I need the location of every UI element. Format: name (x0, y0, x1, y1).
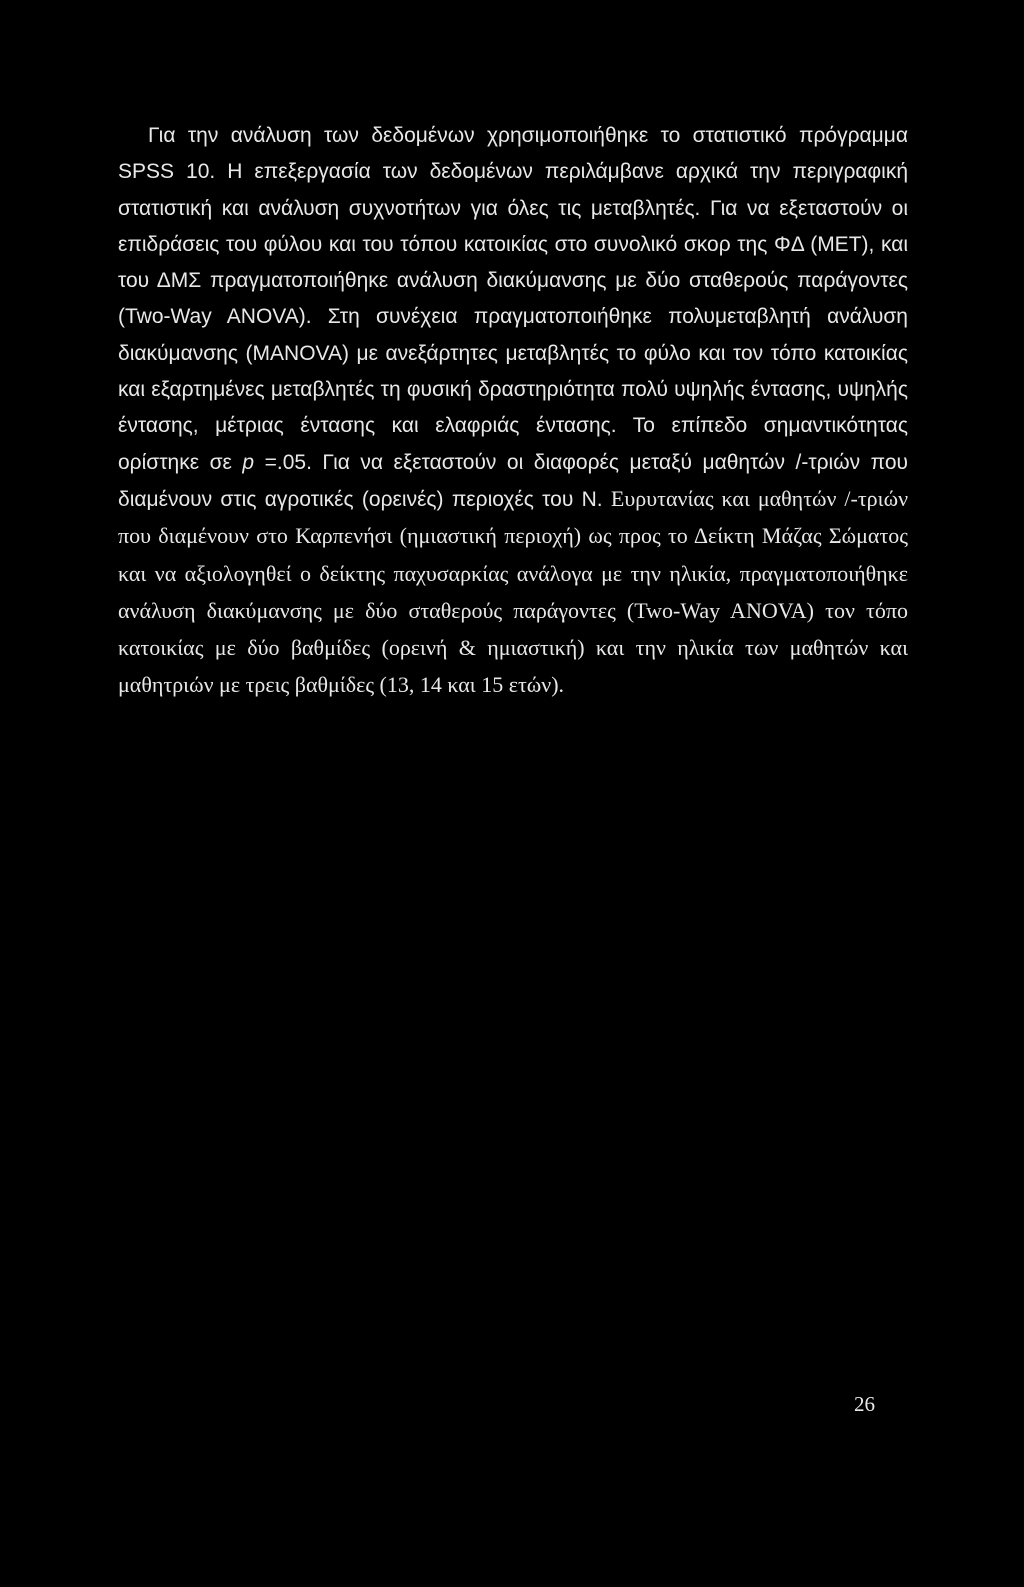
body-text-part-2: =.05. (254, 450, 323, 474)
body-text-part-1: Για την ανάλυση των δεδομένων χρησιμοποιήθηκε το στατιστικό πρόγραμμα SPSS 10. Η επεξεργασία των δεδομένων περιλάμβανε αρχικά την περιγραφική στατιστική και ανάλυση συχνοτήτων για όλες τις μεταβλητές. Για να εξεταστούν οι επιδράσεις του φύλου και του τόπου κατοικίας στο συνολικό σκορ της ΦΔ (ΜΕΤ), και του ΔΜΣ πραγματοποιήθηκε ανάλυση διακύμανσης με δύο σταθερούς παράγοντες (Two-Way ANOVA). Στη συνέχεια πραγματοποιήθηκε πολυμεταβλητή ανάλυση διακύμανσης (MANOVA) με ανεξάρτητες μεταβλητές το φύλο και τον τόπο κατοικίας και εξαρτημένες μεταβλητές τη φυσική δραστηριότητα πολύ υψηλής έντασης, υψηλής έντασης, μέτριας έντασης και ελαφριάς έντασης. Το επίπεδο σημαντικότητας ορίστηκε σε (118, 124, 908, 474)
body-paragraph (118, 118, 908, 705)
page-number: 26 (854, 1392, 875, 1416)
body-text-part-4: Ευρυτανίας και μαθητών /-τριών που διαμένουν στο Καρπενήσι (ημιαστική περιοχή) ως προς το Δείκτη Μάζας Σώματος και να αξιολογηθεί ο δείκτης παχυσαρκίας ανάλογα με την ηλικία, πραγματοποιήθηκε ανάλυση διακύμανσης με δύο σταθερούς παράγοντες (Two-Way ANOVA) τον τόπο κατοικίας με δύο βαθμίδες (ορεινή & ημιαστική) και την ηλικία των μαθητών και μαθητριών με τρεις βαθμίδες (13, 14 και 15 ετών). (118, 485, 909, 698)
body-text-part-3: Για να εξεταστούν οι διαφορές μεταξύ μαθητών /-τριών που διαμένουν στις αγροτικές (ορεινές) περιοχές του Ν. (118, 450, 908, 511)
p-value-symbol: p (242, 450, 255, 474)
